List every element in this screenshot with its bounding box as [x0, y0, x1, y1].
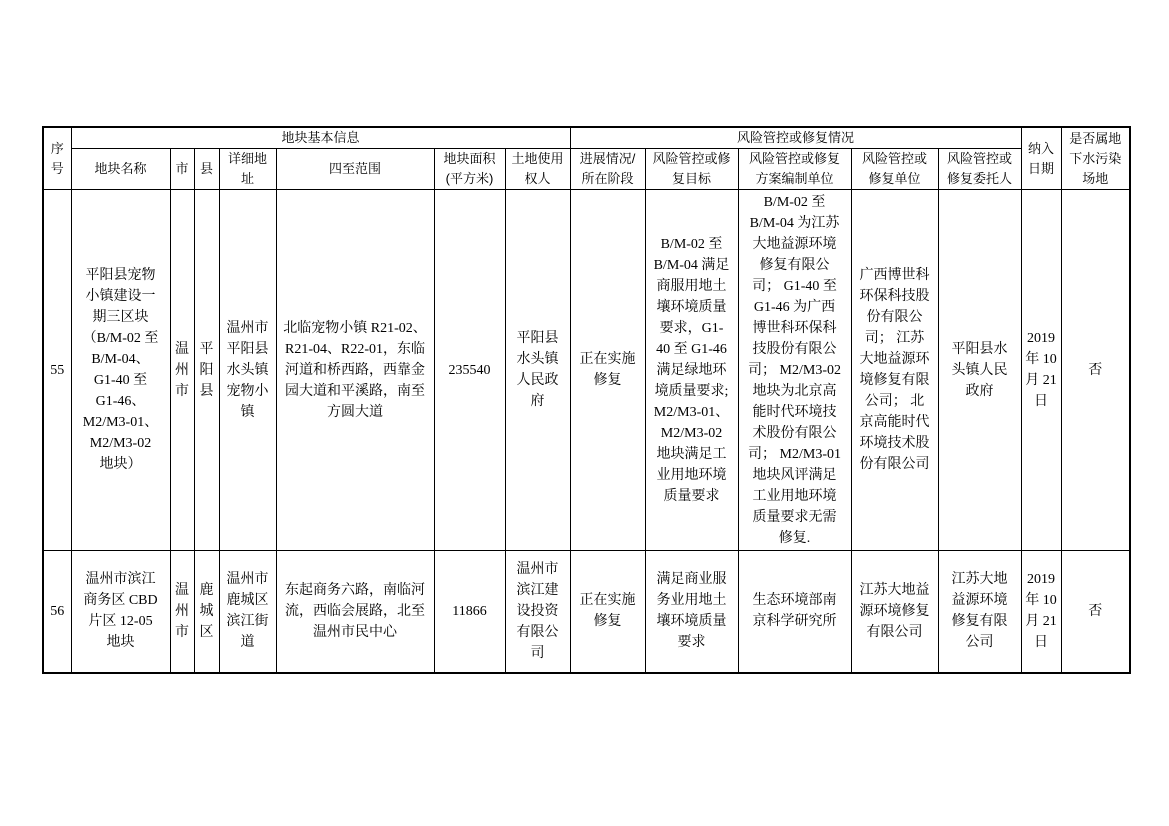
cell-city: 温州市 [170, 551, 194, 673]
header-groundwater: 是否属地下水污染场地 [1061, 127, 1130, 190]
header-area: 地块面积(平方米) [434, 149, 505, 190]
header-city: 市 [170, 149, 194, 190]
cell-client: 平阳县水头镇人民政府 [938, 190, 1021, 551]
header-group-row [43, 127, 1130, 149]
cell-address: 温州市平阳县水头镇宠物小镇 [219, 190, 276, 551]
header-group-risk: 风险管控或修复情况 [570, 127, 1021, 149]
cell-progress: 正在实施修复 [570, 190, 645, 551]
header-target: 风险管控或修复目标 [645, 149, 738, 190]
cell-boundary: 北临宠物小镇 R21-02、R21-04、R22-01，东临河道和桥西路，西靠金园大道和平溪路，南至方圆大道 [276, 190, 434, 551]
cell-county: 平阳县 [194, 190, 219, 551]
cell-area: 11866 [434, 551, 505, 673]
header-inclusion-date: 纳入日期 [1021, 127, 1061, 190]
cell-progress: 正在实施修复 [570, 551, 645, 673]
cell-parcel-name: 温州市滨江商务区 CBD 片区 12-05 地块 [71, 551, 170, 673]
cell-county: 鹿城区 [194, 551, 219, 673]
cell-groundwater: 否 [1061, 551, 1130, 673]
cell-date: 2019 年 10 月 21 日 [1021, 190, 1061, 551]
cell-city: 温州市 [170, 190, 194, 551]
cell-repair-unit: 江苏大地益源环境修复有限公司 [851, 551, 938, 673]
header-plan-unit: 风险管控或修复方案编制单位 [738, 149, 851, 190]
cell-date: 2019 年 10 月 21 日 [1021, 551, 1061, 673]
header-land-user: 土地使用权人 [505, 149, 570, 190]
header-client: 风险管控或修复委托人 [938, 149, 1021, 190]
header-sub-row [43, 149, 1130, 190]
cell-serial: 55 [43, 190, 71, 551]
cell-area: 235540 [434, 190, 505, 551]
header-boundary: 四至范围 [276, 149, 434, 190]
cell-boundary: 东起商务六路，南临河流，西临会展路，北至温州市民中心 [276, 551, 434, 673]
header-serial: 序号 [43, 127, 71, 190]
header-parcel-name: 地块名称 [71, 149, 170, 190]
cell-address: 温州市鹿城区滨江街道 [219, 551, 276, 673]
cell-serial: 56 [43, 551, 71, 673]
table-row [43, 190, 1130, 551]
header-progress: 进展情况/所在阶段 [570, 149, 645, 190]
cell-plan-unit: 生态环境部南京科学研究所 [738, 551, 851, 673]
header-county: 县 [194, 149, 219, 190]
cell-land-user: 温州市滨江建设投资有限公司 [505, 551, 570, 673]
cell-land-user: 平阳县水头镇人民政府 [505, 190, 570, 551]
cell-client: 江苏大地益源环境修复有限公司 [938, 551, 1021, 673]
table-row [43, 551, 1130, 673]
header-address: 详细地址 [219, 149, 276, 190]
cell-plan-unit: B/M-02 至 B/M-04 为江苏大地益源环境修复有限公司； G1-40 至 G1-46 为广西博世科环保科技股份有限公司； M2/M3-02 地块为北京高能时代环境技术股份有限公司； M2/M3-01 地块风评满足工业用地环境质量要求无需修复. [738, 190, 851, 551]
cell-repair-unit: 广西博世科环保科技股份有限公司； 江苏大地益源环境修复有限公司； 北京高能时代环境技术股份有限公司 [851, 190, 938, 551]
cell-target: B/M-02 至 B/M-04 满足商服用地土壤环境质量要求，G1-40 至 G1-46 满足绿地环境质量要求; M2/M3-01、M2/M3-02 地块满足工业用地环境质量要求 [645, 190, 738, 551]
cell-groundwater: 否 [1061, 190, 1130, 551]
header-group-basic-info: 地块基本信息 [71, 127, 570, 149]
header-repair-unit: 风险管控或修复单位 [851, 149, 938, 190]
cell-parcel-name: 平阳县宠物小镇建设一期三区块（B/M-02 至 B/M-04、G1-40 至 G1-46、M2/M3-01、M2/M3-02 地块） [71, 190, 170, 551]
cell-target: 满足商业服务业用地土壤环境质量要求 [645, 551, 738, 673]
land-parcel-table [42, 126, 1131, 674]
